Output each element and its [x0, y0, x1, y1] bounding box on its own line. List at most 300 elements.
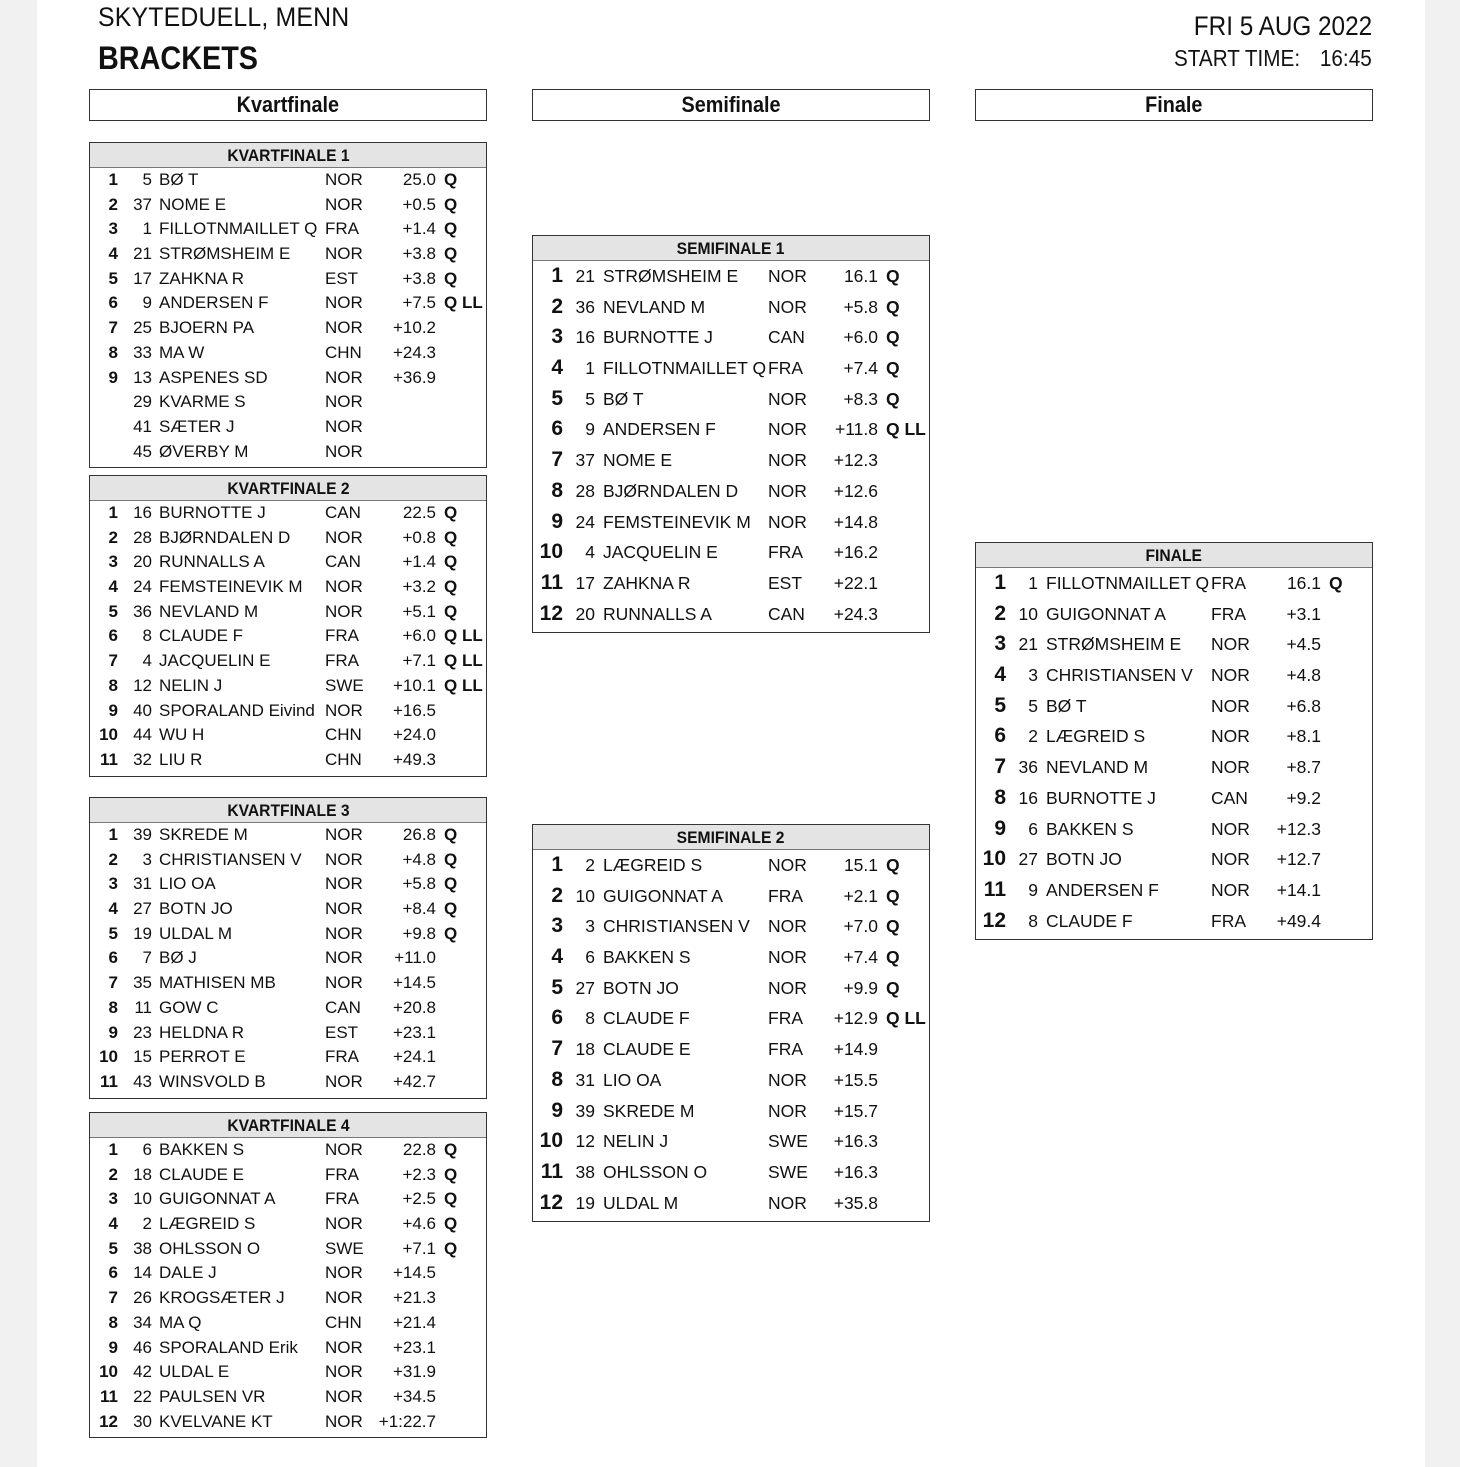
- time-cell: +5.8: [843, 296, 878, 317]
- qualification-mark: Q: [886, 388, 900, 409]
- bib-cell: 34: [133, 1312, 152, 1332]
- result-row: [976, 721, 1372, 752]
- qualification-mark: Q: [444, 244, 458, 264]
- bib-cell: 26: [133, 1288, 152, 1308]
- rank-cell: 1: [108, 170, 118, 189]
- time-cell: +20.8: [392, 997, 436, 1017]
- nation-cell: NOR: [325, 1140, 363, 1159]
- round-header-final: Finale: [975, 89, 1373, 121]
- athlete-name: NELIN J: [603, 1131, 669, 1152]
- time-cell: 22.5: [402, 503, 436, 522]
- qualification-mark: Q: [886, 885, 900, 906]
- time-cell: +1:22.7: [378, 1411, 436, 1431]
- bib-cell: 18: [133, 1164, 152, 1184]
- rank-cell: 5: [108, 1238, 118, 1258]
- nation-cell: NOR: [1211, 634, 1250, 655]
- rank-cell: 8: [551, 1067, 563, 1091]
- nation-cell: NOR: [325, 367, 363, 387]
- bib-cell: 19: [133, 923, 152, 943]
- event-name: SKYTEDUELL, MENN: [98, 2, 350, 32]
- time-cell: +7.4: [843, 947, 878, 968]
- time-cell: +14.5: [392, 1263, 436, 1283]
- time-cell: +35.8: [833, 1192, 878, 1213]
- bib-cell: 42: [133, 1362, 152, 1382]
- rank-cell: 11: [540, 570, 563, 594]
- time-cell: +2.3: [402, 1164, 436, 1184]
- bib-cell: 36: [1018, 757, 1038, 778]
- nation-cell: NOR: [325, 170, 363, 189]
- time-cell: 16.1: [1286, 573, 1321, 593]
- result-row: [90, 267, 486, 292]
- result-row: [90, 390, 486, 415]
- bib-cell: 31: [133, 874, 152, 894]
- bib-cell: 3: [1028, 665, 1038, 686]
- nation-cell: CHN: [325, 725, 362, 745]
- rank-cell: 10: [539, 540, 563, 564]
- result-row: [90, 971, 486, 996]
- rank-cell: 1: [551, 264, 563, 287]
- result-row: [90, 1138, 486, 1163]
- result-row: [90, 1410, 486, 1435]
- result-row: [90, 1261, 486, 1286]
- rank-cell: 7: [551, 1037, 563, 1061]
- rank-cell: 2: [108, 194, 118, 214]
- rank-cell: 2: [994, 601, 1006, 625]
- nation-cell: FRA: [325, 1164, 359, 1184]
- rank-cell: 7: [108, 651, 118, 671]
- nation-cell: NOR: [325, 1337, 363, 1357]
- nation-cell: NOR: [768, 296, 807, 317]
- athlete-name: LÆGREID S: [603, 855, 703, 875]
- athlete-name: LÆGREID S: [1046, 726, 1146, 747]
- athlete-name: JACQUELIN E: [159, 651, 271, 671]
- nation-cell: FRA: [768, 542, 803, 563]
- result-row: [90, 848, 486, 873]
- rank-cell: 4: [108, 244, 118, 264]
- time-cell: +16.5: [392, 700, 436, 720]
- nation-cell: NOR: [325, 1362, 363, 1382]
- rank-cell: 4: [108, 577, 118, 597]
- nation-cell: NOR: [325, 527, 363, 547]
- athlete-name: BØ T: [1046, 695, 1087, 716]
- time-cell: +7.1: [402, 651, 436, 671]
- nation-cell: FRA: [325, 651, 359, 671]
- qualification-mark: Q: [444, 849, 458, 869]
- rank-cell: 7: [108, 973, 118, 993]
- nation-cell: NOR: [768, 1100, 807, 1121]
- result-row: [90, 600, 486, 625]
- bib-cell: 27: [1018, 849, 1038, 870]
- result-row: [90, 415, 486, 440]
- nation-cell: CAN: [768, 327, 805, 348]
- nation-cell: FRA: [1211, 603, 1246, 624]
- rank-cell: 4: [108, 899, 118, 919]
- bib-cell: 10: [575, 885, 595, 906]
- qualification-mark: Q: [444, 1214, 458, 1234]
- bib-cell: 6: [585, 947, 595, 968]
- time-cell: 26.8: [402, 825, 436, 844]
- athlete-name: NEVLAND M: [1046, 757, 1149, 778]
- bib-cell: 21: [575, 266, 595, 286]
- nation-cell: NOR: [325, 825, 363, 844]
- qualification-mark: Q LL: [444, 626, 483, 646]
- bib-cell: 39: [133, 825, 152, 844]
- bib-cell: 3: [585, 916, 595, 937]
- nation-cell: NOR: [768, 1192, 807, 1213]
- nation-cell: NOR: [325, 601, 363, 621]
- time-cell: +23.1: [392, 1022, 436, 1042]
- rank-cell: 5: [108, 923, 118, 943]
- time-cell: +7.4: [843, 358, 878, 379]
- athlete-name: GUIGONNAT A: [1046, 603, 1166, 624]
- heat-final: [975, 542, 1373, 940]
- athlete-name: ANDERSEN F: [159, 293, 269, 313]
- qualification-mark: Q: [886, 266, 900, 286]
- rank-cell: 10: [99, 725, 118, 745]
- athlete-name: GUIGONNAT A: [159, 1189, 276, 1209]
- rank-cell: 9: [551, 1098, 563, 1122]
- rank-cell: 4: [551, 356, 563, 380]
- result-row: [90, 649, 486, 674]
- bib-cell: 31: [575, 1069, 595, 1090]
- result-row: [533, 1188, 929, 1219]
- rank-cell: 7: [108, 318, 118, 338]
- bib-cell: 33: [133, 342, 152, 362]
- qualification-mark: Q: [444, 601, 458, 621]
- result-row: [533, 261, 929, 292]
- rank-cell: 5: [551, 975, 563, 999]
- result-row: [533, 322, 929, 353]
- result-row: [533, 507, 929, 538]
- athlete-name: CHRISTIANSEN V: [159, 849, 302, 869]
- time-cell: +15.7: [833, 1100, 878, 1121]
- rank-cell: 1: [551, 853, 563, 876]
- result-row: [90, 1163, 486, 1188]
- nation-cell: NOR: [325, 849, 363, 869]
- bib-cell: 21: [1018, 634, 1038, 655]
- time-cell: +14.1: [1276, 879, 1321, 900]
- athlete-name: STRØMSHEIM E: [603, 266, 739, 286]
- time-cell: +21.3: [392, 1288, 436, 1308]
- rank-cell: 6: [108, 293, 118, 313]
- athlete-name: BURNOTTE J: [603, 327, 713, 348]
- nation-cell: CAN: [325, 997, 361, 1017]
- bib-cell: 11: [134, 997, 152, 1017]
- bib-cell: 27: [133, 899, 152, 919]
- nation-cell: NOR: [768, 855, 807, 875]
- bib-cell: 5: [1028, 695, 1038, 716]
- rank-cell: 2: [108, 1164, 118, 1184]
- time-cell: 22.8: [402, 1140, 436, 1159]
- rank-cell: 7: [994, 755, 1006, 779]
- nation-cell: FRA: [768, 1008, 803, 1029]
- time-cell: +12.3: [833, 450, 878, 471]
- result-row: [976, 875, 1372, 906]
- qualification-mark: Q: [444, 219, 458, 239]
- bib-cell: 44: [133, 725, 152, 745]
- result-row: [90, 316, 486, 341]
- result-row: [976, 660, 1372, 691]
- nation-cell: NOR: [325, 973, 363, 993]
- time-cell: +3.1: [1286, 603, 1321, 624]
- bib-cell: 6: [1028, 818, 1038, 839]
- athlete-name: HELDNA R: [159, 1022, 245, 1042]
- athlete-name: ULDAL E: [159, 1362, 230, 1382]
- nation-cell: FRA: [325, 219, 359, 239]
- result-row: [90, 823, 486, 848]
- qualification-mark: Q: [444, 1164, 458, 1184]
- bib-cell: 35: [133, 973, 152, 993]
- athlete-name: FEMSTEINEVIK M: [603, 511, 751, 532]
- result-row: [90, 674, 486, 699]
- time-cell: +14.8: [833, 511, 878, 532]
- result-row: [976, 844, 1372, 875]
- rank-cell: 10: [99, 1362, 118, 1382]
- heat-semifinal-1: [532, 235, 930, 633]
- athlete-name: ULDAL M: [159, 923, 233, 943]
- result-row: [533, 973, 929, 1004]
- time-cell: +34.5: [392, 1386, 436, 1406]
- athlete-name: ANDERSEN F: [1046, 879, 1159, 900]
- rank-cell: 8: [551, 478, 563, 502]
- time-cell: +10.1: [392, 675, 436, 695]
- athlete-name: ASPENES SD: [159, 367, 268, 387]
- bib-cell: 1: [142, 219, 152, 239]
- result-row: [533, 537, 929, 568]
- time-cell: +49.3: [392, 749, 436, 769]
- athlete-name: DALE J: [159, 1263, 217, 1283]
- nation-cell: FRA: [325, 626, 359, 646]
- nation-cell: NOR: [325, 874, 363, 894]
- time-cell: +0.5: [402, 194, 436, 214]
- nation-cell: NOR: [768, 480, 807, 501]
- heat-title: KVARTFINALE 2: [90, 476, 486, 501]
- athlete-name: NOME E: [603, 450, 673, 471]
- nation-cell: CHN: [325, 749, 362, 769]
- bib-cell: 19: [575, 1192, 595, 1213]
- nation-cell: NOR: [325, 441, 363, 461]
- athlete-name: BJØRNDALEN D: [603, 480, 739, 501]
- result-row: [533, 942, 929, 973]
- rank-cell: 10: [539, 1129, 563, 1153]
- nation-cell: NOR: [325, 1386, 363, 1406]
- nation-cell: FRA: [768, 1039, 803, 1060]
- bib-cell: 24: [133, 577, 152, 597]
- athlete-name: ZAHKNA R: [603, 572, 691, 593]
- rank-cell: 12: [539, 1190, 563, 1214]
- nation-cell: NOR: [325, 194, 363, 214]
- time-cell: +1.4: [402, 552, 436, 572]
- result-row: [90, 872, 486, 897]
- bib-cell: 46: [133, 1337, 152, 1357]
- rank-cell: 6: [108, 1263, 118, 1283]
- athlete-name: BURNOTTE J: [1046, 787, 1156, 808]
- rank-cell: 8: [108, 342, 118, 362]
- athlete-name: MATHISEN MB: [159, 973, 276, 993]
- nation-cell: NOR: [768, 450, 807, 471]
- result-row: [90, 168, 486, 193]
- result-row: [533, 292, 929, 323]
- bib-cell: 25: [133, 318, 152, 338]
- nation-cell: NOR: [325, 1071, 363, 1091]
- bib-cell: 28: [575, 480, 595, 501]
- rank-cell: 2: [108, 849, 118, 869]
- bib-cell: 5: [585, 388, 595, 409]
- qualification-mark: Q LL: [886, 419, 926, 440]
- athlete-name: BØ T: [603, 388, 644, 409]
- result-row: [90, 1045, 486, 1070]
- bib-cell: 8: [585, 1008, 595, 1029]
- bib-cell: 2: [142, 1214, 152, 1234]
- round-header-semifinal: Semifinale: [532, 89, 930, 121]
- bib-cell: 38: [575, 1161, 595, 1182]
- time-cell: +2.5: [402, 1189, 436, 1209]
- round-header-quarterfinal: Kvartfinale: [89, 89, 487, 121]
- qualification-mark: Q: [886, 358, 900, 379]
- result-row: [90, 550, 486, 575]
- bib-cell: 3: [142, 849, 152, 869]
- nation-cell: EST: [768, 572, 803, 593]
- result-row: [533, 568, 929, 599]
- nation-cell: NOR: [768, 1069, 807, 1090]
- rank-cell: 12: [982, 908, 1006, 932]
- time-cell: +16.3: [833, 1161, 878, 1182]
- nation-cell: SWE: [768, 1161, 808, 1182]
- time-cell: +5.8: [402, 874, 436, 894]
- qualification-mark: Q: [444, 1238, 458, 1258]
- result-row: [533, 1003, 929, 1034]
- bib-cell: 38: [133, 1238, 152, 1258]
- athlete-name: KVARME S: [159, 392, 246, 412]
- qualification-mark: Q: [886, 855, 900, 875]
- result-row: [533, 911, 929, 942]
- qualification-mark: Q LL: [886, 1008, 926, 1029]
- athlete-name: ULDAL M: [603, 1192, 679, 1213]
- bib-cell: 7: [142, 948, 152, 968]
- bib-cell: 2: [1028, 726, 1038, 747]
- result-row: [533, 850, 929, 881]
- start-time-line: [1174, 45, 1372, 72]
- nation-cell: NOR: [325, 318, 363, 338]
- rank-cell: 3: [551, 914, 563, 938]
- rank-cell: 11: [983, 877, 1006, 901]
- athlete-name: BJOERN PA: [159, 318, 255, 338]
- bib-cell: 43: [133, 1071, 152, 1091]
- rank-cell: 10: [99, 1047, 118, 1067]
- athlete-name: RUNNALLS A: [603, 603, 712, 624]
- result-row: [90, 1385, 486, 1410]
- rank-cell: 11: [100, 1386, 118, 1406]
- nation-cell: NOR: [1211, 665, 1250, 686]
- qualification-mark: Q: [444, 577, 458, 597]
- result-row: [976, 906, 1372, 937]
- nation-cell: NOR: [768, 977, 807, 998]
- qualification-mark: Q: [444, 1189, 458, 1209]
- bib-cell: 23: [133, 1022, 152, 1042]
- heat-title: KVARTFINALE 1: [90, 143, 486, 168]
- bib-cell: 17: [133, 268, 152, 288]
- bib-cell: 10: [1018, 603, 1038, 624]
- event-date: FRI 5 AUG 2022: [1193, 11, 1372, 41]
- athlete-name: FILLOTNMAILLET Q: [1046, 573, 1210, 593]
- result-row: [90, 748, 486, 773]
- time-cell: +8.3: [843, 388, 878, 409]
- rank-cell: 5: [994, 693, 1006, 717]
- time-cell: +12.6: [833, 480, 878, 501]
- result-row: [90, 242, 486, 267]
- time-cell: +4.5: [1286, 634, 1321, 655]
- nation-cell: NOR: [1211, 879, 1250, 900]
- nation-cell: FRA: [768, 885, 803, 906]
- heat-semifinal-2: [532, 824, 930, 1222]
- athlete-name: NEVLAND M: [159, 601, 259, 621]
- time-cell: +23.1: [392, 1337, 436, 1357]
- qualification-mark: Q LL: [444, 293, 483, 313]
- rank-cell: 3: [108, 552, 118, 572]
- time-cell: +15.5: [833, 1069, 878, 1090]
- result-row: [976, 599, 1372, 630]
- nation-cell: NOR: [768, 388, 807, 409]
- time-cell: +6.0: [402, 626, 436, 646]
- athlete-name: CHRISTIANSEN V: [603, 916, 750, 937]
- bib-cell: 13: [133, 367, 152, 387]
- nation-cell: NOR: [1211, 849, 1250, 870]
- rank-cell: 4: [994, 663, 1006, 687]
- bib-cell: 1: [585, 358, 595, 379]
- athlete-name: KVELVANE KT: [159, 1411, 273, 1431]
- nation-cell: NOR: [325, 577, 363, 597]
- bib-cell: 1: [1028, 573, 1038, 593]
- rank-cell: 11: [100, 1071, 118, 1091]
- rank-cell: 11: [540, 1159, 563, 1183]
- athlete-name: ØVERBY M: [159, 441, 249, 461]
- nation-cell: NOR: [325, 1214, 363, 1234]
- bib-cell: 9: [1028, 879, 1038, 900]
- rank-cell: 8: [108, 997, 118, 1017]
- bib-cell: 16: [575, 327, 595, 348]
- athlete-name: CLAUDE F: [159, 626, 244, 646]
- qualification-mark: Q: [444, 170, 458, 189]
- rank-cell: 6: [551, 417, 563, 441]
- bib-cell: 6: [142, 1140, 152, 1159]
- athlete-name: BJØRNDALEN D: [159, 527, 291, 547]
- qualification-mark: Q: [444, 825, 458, 844]
- result-row: [90, 366, 486, 391]
- result-row: [976, 752, 1372, 783]
- qualification-mark: Q: [444, 1140, 458, 1159]
- nation-cell: NOR: [768, 511, 807, 532]
- time-cell: +24.3: [833, 603, 878, 624]
- athlete-name: OHLSSON O: [159, 1238, 261, 1258]
- bib-cell: 18: [575, 1039, 595, 1060]
- result-row: [90, 526, 486, 551]
- qualification-mark: Q: [444, 527, 458, 547]
- qualification-mark: Q: [886, 327, 900, 348]
- rank-cell: 1: [108, 825, 118, 844]
- result-row: [90, 1360, 486, 1385]
- bib-cell: 9: [585, 419, 595, 440]
- bib-cell: 36: [575, 296, 595, 317]
- rank-cell: 9: [994, 816, 1006, 840]
- athlete-name: BAKKEN S: [159, 1140, 245, 1159]
- start-time-label: START TIME:: [1174, 45, 1301, 71]
- rank-cell: 10: [982, 847, 1006, 871]
- athlete-name: LIO OA: [603, 1069, 662, 1090]
- bib-cell: 28: [133, 527, 152, 547]
- rank-cell: 11: [100, 749, 118, 769]
- athlete-name: WINSVOLD B: [159, 1071, 266, 1091]
- nation-cell: NOR: [325, 293, 363, 313]
